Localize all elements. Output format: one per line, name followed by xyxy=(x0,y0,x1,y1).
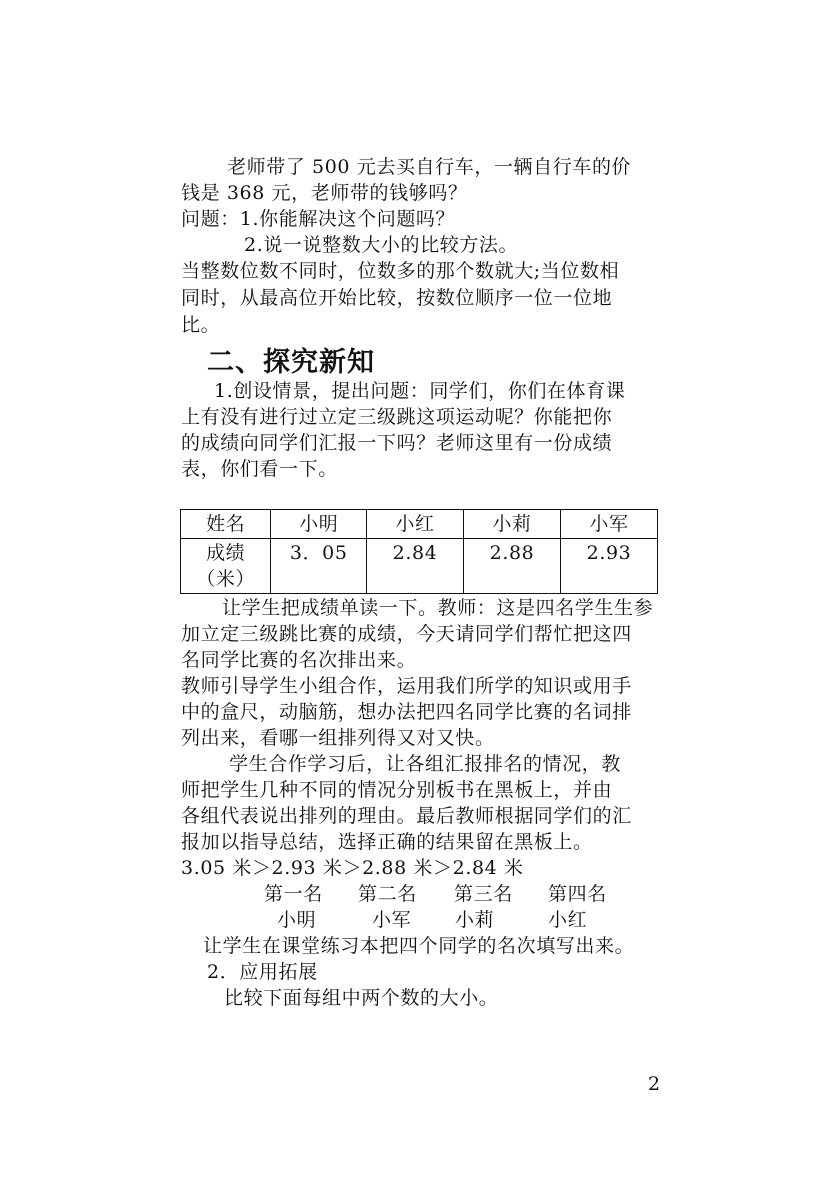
body-line-3: 名同学比赛的名次排出来。 xyxy=(181,649,417,671)
section-heading: 二、探究新知 xyxy=(207,347,375,378)
rule-line-2: 同时，从最高位开始比较，按数位顺序一位一位地 xyxy=(181,287,613,309)
closing-line-3: 比较下面每组中两个数的大小。 xyxy=(224,987,499,1009)
body-line-5: 中的盒尺，动脑筋，想办法把四名同学比赛的名词排 xyxy=(181,701,632,723)
table-header-cell: 小明 xyxy=(271,510,367,539)
closing-line-1: 让学生在课堂练习本把四个同学的名次填写出来。 xyxy=(203,935,635,957)
rule-line-1: 当整数位数不同时，位数多的那个数就大;当位数相 xyxy=(181,260,620,282)
body-line-10: 报加以指导总结，选择正确的结果留在黑板上。 xyxy=(181,831,593,853)
table-row xyxy=(181,539,658,594)
body-line-1: 让学生把成绩单读一下。教师：这是四名学生生参 xyxy=(222,597,654,619)
body-line-9: 各组代表说出排列的理由。最后教师根据同学们的汇 xyxy=(181,805,632,827)
rank-place: 第三名 xyxy=(454,883,513,905)
table-header-row xyxy=(181,510,658,539)
page-number: 2 xyxy=(648,1073,661,1095)
body-line-6: 列出来，看哪一组排列得又对又快。 xyxy=(181,727,495,749)
rank-place: 第一名 xyxy=(264,883,323,905)
intro-line-2: 钱是 368 元，老师带的钱够吗？ xyxy=(181,182,468,204)
scenario-line-3: 的成绩向同学们汇报一下吗？老师这里有一份成绩 xyxy=(181,432,613,454)
table-cell: 2.84 xyxy=(367,539,464,594)
rule-line-3: 比。 xyxy=(181,314,221,336)
intro-line-1: 老师带了 500 元去买自行车，一辆自行车的价 xyxy=(227,156,632,178)
score-table xyxy=(180,509,658,594)
table-header-cell: 姓名 xyxy=(181,510,271,539)
table-cell: 2.93 xyxy=(560,539,657,594)
row-label-2: （米） xyxy=(196,568,256,590)
table-cell: 3．05 xyxy=(271,539,367,594)
row-label-cell xyxy=(181,539,271,594)
question-line: 问题：1.你能解决这个问题吗？ xyxy=(181,208,456,230)
scenario-line-2: 上有没有进行过立定三级跳这项运动呢？你能把你 xyxy=(181,406,613,428)
body-line-2: 加立定三级跳比赛的成绩，今天请同学们帮忙把这四 xyxy=(181,623,632,645)
comparison-line: 3.05 米＞2.93 米＞2.88 米＞2.84 米 xyxy=(181,857,524,879)
rank-name: 小红 xyxy=(548,909,588,931)
table-header-cell: 小军 xyxy=(560,510,657,539)
body-line-7: 学生合作学习后，让各组汇报排名的情况，教 xyxy=(229,753,622,775)
table-header-cell: 小红 xyxy=(367,510,464,539)
body-line-8: 师把学生几种不同的情况分别板书在黑板上，并由 xyxy=(181,779,613,801)
scenario-line-1: 1.创设情景，提出问题：同学们，你们在体育课 xyxy=(214,380,626,402)
table-cell: 2.88 xyxy=(464,539,561,594)
closing-line-2: 2．应用拓展 xyxy=(207,961,318,983)
body-line-4: 教师引导学生小组合作，运用我们所学的知识或用手 xyxy=(181,675,632,697)
rank-place: 第二名 xyxy=(358,883,417,905)
rank-name: 小莉 xyxy=(455,909,495,931)
question-line-2: 2.说一说整数大小的比较方法。 xyxy=(244,234,519,256)
rank-name: 小军 xyxy=(372,909,412,931)
scenario-line-4: 表，你们看一下。 xyxy=(181,458,338,480)
rank-place: 第四名 xyxy=(548,883,607,905)
rank-name: 小明 xyxy=(277,909,317,931)
table-header-cell: 小莉 xyxy=(464,510,561,539)
row-label-1: 成绩 xyxy=(206,542,246,564)
